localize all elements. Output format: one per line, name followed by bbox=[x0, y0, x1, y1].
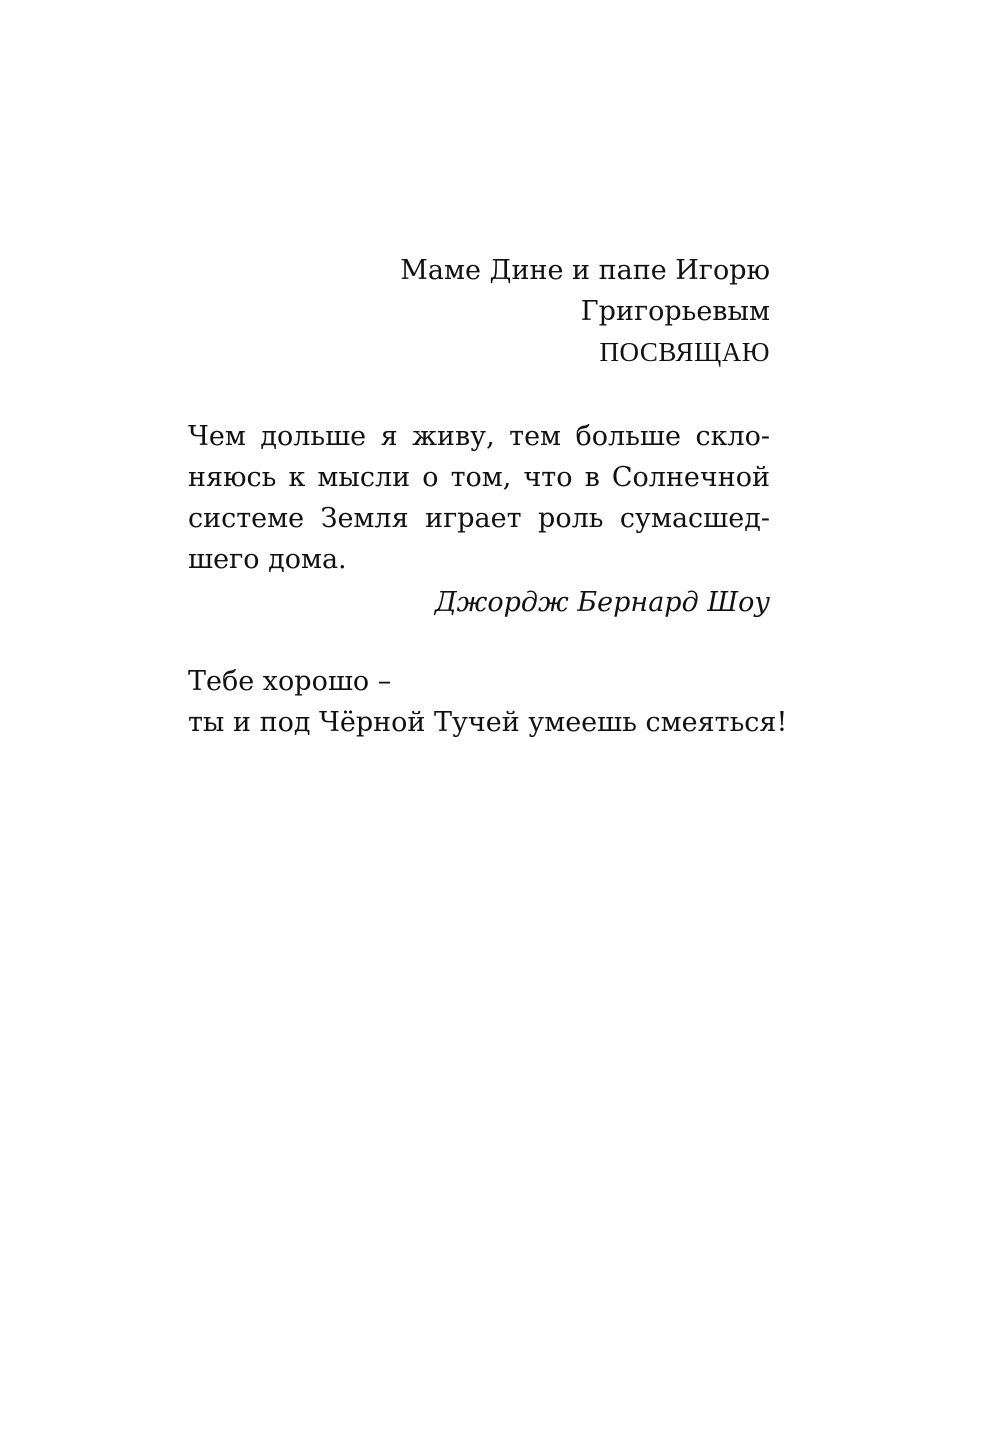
epigraph bbox=[188, 416, 770, 623]
closing-line-1: Тебе хорошо – bbox=[188, 666, 392, 697]
epigraph-line-1: Чем дольше я живу, тем больше скло- bbox=[188, 421, 770, 452]
epigraph-line-4: шего дома. bbox=[188, 544, 347, 575]
epigraph-line-2: няюсь к мысли о том, что в Солнечной bbox=[188, 462, 770, 493]
epigraph-line-3: системе Земля играет роль сумасшед- bbox=[188, 503, 770, 534]
epigraph-author: Джордж Бернард Шоу bbox=[434, 587, 770, 618]
dedication-line-2: Григорьевым bbox=[580, 296, 770, 327]
dedication-line-3: ПОСВЯЩАЮ bbox=[599, 337, 770, 367]
closing-note bbox=[188, 661, 788, 743]
dedication-line-1: Маме Дине и папе Игорю bbox=[400, 255, 770, 286]
closing-line-2: ты и под Чёрной Тучей умеешь смеяться! bbox=[188, 707, 788, 738]
dedication bbox=[188, 250, 770, 373]
